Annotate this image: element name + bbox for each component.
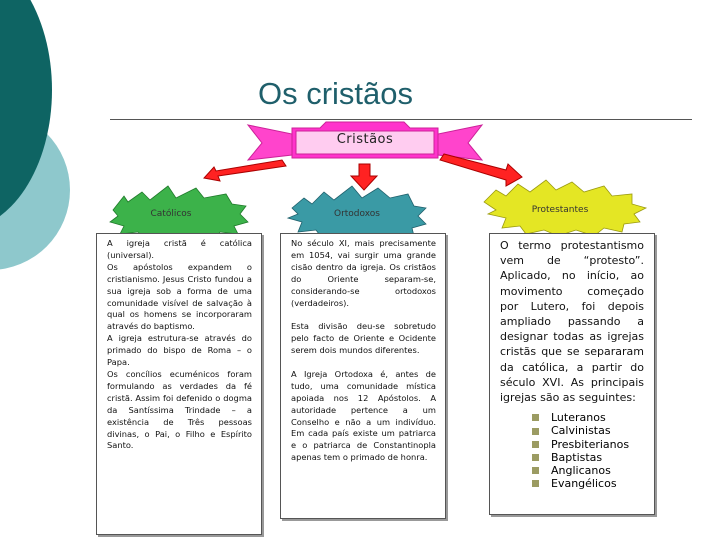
bullet-icon [532, 454, 539, 461]
catolicos-label: Católicos [150, 209, 192, 219]
bullet-icon [532, 480, 539, 487]
bullet-icon [532, 414, 539, 421]
list-item [532, 464, 644, 477]
list-item [532, 411, 644, 424]
catolicos-text-box [96, 233, 262, 535]
igrejas-list [500, 411, 644, 490]
list-item [532, 477, 644, 490]
protestantes-label: Protestantes [531, 205, 589, 215]
list-item-label: Calvinistas [551, 424, 611, 438]
list-item-label: Luteranos [551, 411, 606, 425]
list-item-label: Presbiterianos [551, 437, 630, 451]
ortodoxos-label: Ortodoxos [333, 209, 380, 219]
list-item-label: Baptistas [551, 450, 603, 464]
list-item [532, 451, 644, 464]
list-item [532, 438, 644, 451]
list-item-label: Evangélicos [551, 477, 617, 491]
ortodoxos-text-p2: Esta divisão deu-se sobretudo pelo facto de Oriente e Ocidente serem dois mundos diferentes. [291, 321, 436, 356]
arrow-to-catolicos [204, 160, 286, 181]
protestantes-text: O termo protestantismo vem de “protesto”. Aplicado, no início, ao movimento começado por Lutero, foi depois ampliado passando a designar todas as igrejas cristãs que se separaram da católica, a partir do século XVI. As principais igrejas são as seguintes: [500, 239, 644, 405]
ortodoxos-text-box [280, 233, 446, 519]
bullet-icon [532, 428, 539, 435]
arrow-to-ortodoxos [351, 164, 377, 190]
bullet-icon [532, 441, 539, 448]
protestantes-text-box [489, 233, 655, 515]
catolicos-text: A igreja cristã é católica (universal). Os apóstolos expandem o cristianismo. Jesus Cristo fundou a sua igreja sob a forma de uma comunidade visível de salvação à qual os homens se incorporaram através do baptismo. A igreja estrutura-se através do primado do bispo de Roma – o Papa. Os concílios ecuménicos foram formulando as verdades da fé cristã. Assim foi defenido o dogma da Santíssima Trindade – a existência de Três pessoas divinas, o Pai, o Filho e Espírito Santo. [107, 238, 252, 451]
bullet-icon [532, 467, 539, 474]
list-item [532, 424, 644, 437]
list-item-label: Anglicanos [551, 464, 611, 478]
ortodoxos-text-p3: A Igreja Ortodoxa é, antes de tudo, uma comunidade mística apoiada nos 12 Apóstolos. A autoridade pertence a um Conselho e não a um indivíduo. Em cada país existe um patriarca e o patriarca de Constantinopla apenas tem o primado de honra. [291, 368, 436, 463]
cristaos-banner-label: Cristãos [336, 132, 394, 147]
ortodoxos-text-p1: No século XI, mais precisamente em 1054, vai surgir uma grande cisão dentro da igreja. Os cristãos do Oriente separam-se, considerando-se ortodoxos (verdadeiros). [291, 238, 436, 308]
slide-title: Os cristãos [258, 76, 414, 111]
